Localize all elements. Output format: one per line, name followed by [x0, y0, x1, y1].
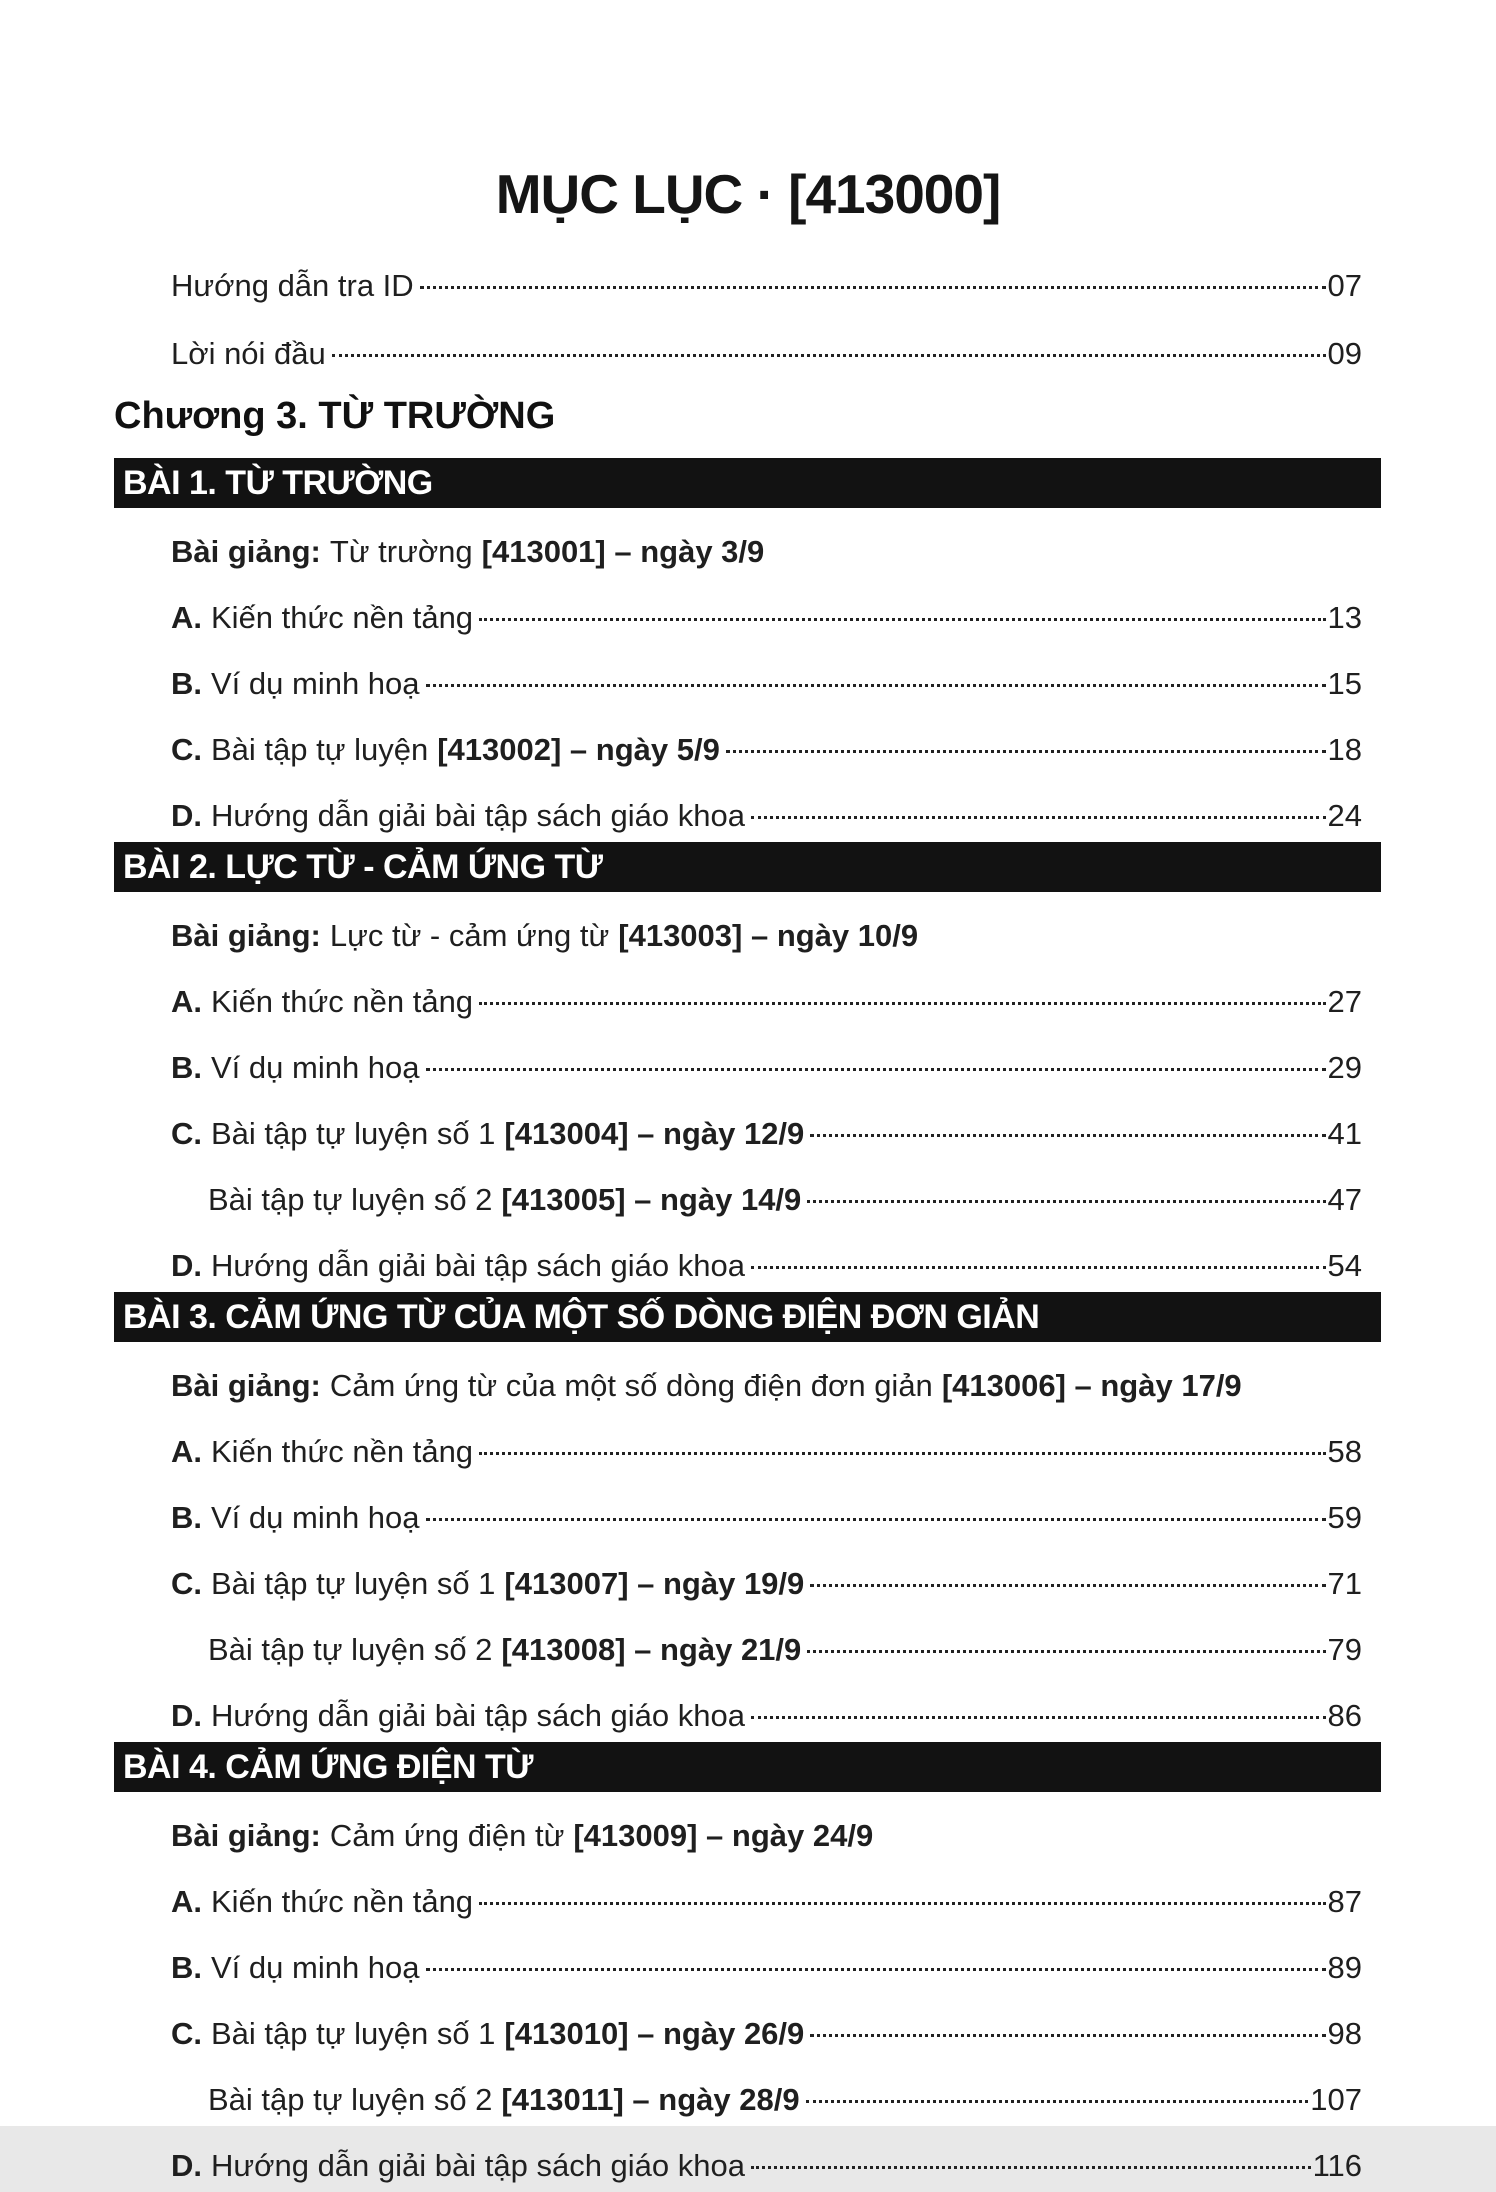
- page-number: 47: [1327, 1181, 1362, 1217]
- lecture-row: [114, 512, 1362, 578]
- entry-id-date: [413002] – ngày 5/9: [437, 731, 720, 767]
- toc-entry-row-continuation: [114, 1610, 1362, 1676]
- entry-text: Bài tập tự luyện số 1: [211, 1115, 496, 1151]
- dot-leader: [479, 1452, 1325, 1455]
- entry-prefix: C.: [171, 731, 202, 767]
- dot-leader: [751, 816, 1326, 819]
- front-matter-row: [114, 244, 1362, 312]
- toc-entry-row: [114, 1028, 1362, 1094]
- entry-prefix: A.: [171, 1883, 202, 1919]
- toc-entry-row: [114, 1094, 1362, 1160]
- lecture-id-date: [413006] – ngày 17/9: [941, 1367, 1242, 1403]
- page-number: 41: [1327, 1115, 1362, 1151]
- page-number: 71: [1327, 1565, 1362, 1601]
- entry-text: Ví dụ minh hoạ: [211, 1949, 420, 1985]
- dot-leader: [751, 2166, 1311, 2169]
- toc-entry-row: [114, 1928, 1362, 1994]
- page-number: 18: [1327, 731, 1362, 767]
- entry-text: Hướng dẫn giải bài tập sách giáo khoa: [211, 1697, 745, 1733]
- dot-leader: [479, 1002, 1325, 1005]
- entry-prefix: B.: [171, 1949, 202, 1985]
- entry-text: Bài tập tự luyện số 2: [208, 1631, 493, 1667]
- dot-leader: [726, 750, 1326, 753]
- toc-entry-row: [114, 644, 1362, 710]
- entry-text: Bài tập tự luyện số 1: [211, 2015, 496, 2051]
- toc-entry-row: [114, 776, 1362, 842]
- lecture-name: Từ trường: [329, 533, 473, 569]
- dot-leader: [751, 1716, 1326, 1719]
- entry-prefix: C.: [171, 1565, 202, 1601]
- page-number: 59: [1327, 1499, 1362, 1535]
- front-matter-label: Lời nói đầu: [171, 335, 326, 371]
- dot-leader: [807, 1200, 1325, 1203]
- toc-entry-row: [114, 710, 1362, 776]
- page-number: 13: [1327, 599, 1362, 635]
- dot-leader: [420, 286, 1326, 289]
- page-title: MỤC LỤC · [413000]: [495, 163, 1001, 225]
- toc-entry-row: [114, 2126, 1362, 2192]
- toc-entry-row: [114, 1544, 1362, 1610]
- entry-prefix: B.: [171, 1499, 202, 1535]
- entry-prefix: B.: [171, 1049, 202, 1085]
- dot-leader: [807, 1650, 1325, 1653]
- page-number: 58: [1327, 1433, 1362, 1469]
- section-rows: [114, 1342, 1362, 1742]
- dot-leader: [810, 1584, 1325, 1587]
- dot-leader: [479, 618, 1325, 621]
- entry-id-date: [413004] – ngày 12/9: [504, 1115, 805, 1151]
- entry-text: Kiến thức nền tảng: [211, 599, 474, 635]
- entry-id-date: [413010] – ngày 26/9: [504, 2015, 805, 2051]
- entry-id-date: [413005] – ngày 14/9: [501, 1181, 802, 1217]
- toc-entry-row: [114, 1226, 1362, 1292]
- page-number: 29: [1327, 1049, 1362, 1085]
- lecture-label: Bài giảng:: [171, 1367, 321, 1403]
- entry-prefix: A.: [171, 983, 202, 1019]
- dot-leader: [426, 684, 1326, 687]
- toc-section: [114, 842, 1362, 1292]
- entry-text: Kiến thức nền tảng: [211, 983, 474, 1019]
- page-number: 107: [1310, 2081, 1362, 2117]
- entry-text: Hướng dẫn giải bài tập sách giáo khoa: [211, 1247, 745, 1283]
- page-number: 98: [1327, 2015, 1362, 2051]
- entry-text: Hướng dẫn giải bài tập sách giáo khoa: [211, 2147, 745, 2183]
- lecture-row: [114, 1346, 1362, 1412]
- entry-prefix: B.: [171, 665, 202, 701]
- entry-prefix: C.: [171, 1115, 202, 1151]
- entry-id-date: [413007] – ngày 19/9: [504, 1565, 805, 1601]
- lecture-label: Bài giảng:: [171, 917, 321, 953]
- chapter-heading: Chương 3. TỪ TRƯỜNG: [114, 395, 556, 437]
- lecture-name: Cảm ứng từ của một số dòng điện đơn giản: [329, 1367, 933, 1403]
- lecture-label: Bài giảng:: [171, 533, 321, 569]
- lecture-label: Bài giảng:: [171, 1817, 321, 1853]
- toc-entry-row: [114, 1478, 1362, 1544]
- section-rows: [114, 1792, 1362, 2192]
- section-bar: BÀI 1. TỪ TRƯỜNG: [114, 458, 1381, 508]
- lecture-id-date: [413003] – ngày 10/9: [618, 917, 919, 953]
- entry-text: Bài tập tự luyện số 2: [208, 2081, 493, 2117]
- lecture-name: Lực từ - cảm ứng từ: [329, 917, 610, 953]
- front-matter: [114, 244, 1362, 380]
- front-matter-row: [114, 312, 1362, 380]
- entry-text: Ví dụ minh hoạ: [211, 1499, 420, 1535]
- entry-id-date: [413008] – ngày 21/9: [501, 1631, 802, 1667]
- toc-entry-row: [114, 1994, 1362, 2060]
- toc-entry-row: [114, 962, 1362, 1028]
- lecture-row: [114, 1796, 1362, 1862]
- dot-leader: [810, 1134, 1325, 1137]
- entry-prefix: C.: [171, 2015, 202, 2051]
- entry-prefix: A.: [171, 1433, 202, 1469]
- entry-prefix: D.: [171, 1247, 202, 1283]
- toc-entry-row: [114, 1862, 1362, 1928]
- entry-text: Ví dụ minh hoạ: [211, 1049, 420, 1085]
- page-number: 07: [1327, 267, 1362, 303]
- toc-section: [114, 458, 1362, 842]
- page-number: 09: [1327, 335, 1362, 371]
- page-number: 89: [1327, 1949, 1362, 1985]
- entry-prefix: D.: [171, 797, 202, 833]
- page-number: 54: [1327, 1247, 1362, 1283]
- entry-text: Hướng dẫn giải bài tập sách giáo khoa: [211, 797, 745, 833]
- section-rows: [114, 508, 1362, 842]
- page-number: 15: [1327, 665, 1362, 701]
- lecture-id-date: [413009] – ngày 24/9: [573, 1817, 874, 1853]
- toc-entry-row: [114, 1412, 1362, 1478]
- entry-text: Ví dụ minh hoạ: [211, 665, 420, 701]
- section-bar: BÀI 3. CẢM ỨNG TỪ CỦA MỘT SỐ DÒNG ĐIỆN ĐƠN GIẢN: [114, 1292, 1381, 1342]
- dot-leader: [426, 1068, 1326, 1071]
- entry-prefix: D.: [171, 2147, 202, 2183]
- front-matter-label: Hướng dẫn tra ID: [171, 267, 414, 303]
- entry-text: Bài tập tự luyện: [211, 731, 429, 767]
- toc-section: [114, 1292, 1362, 1742]
- lecture-id-date: [413001] – ngày 3/9: [481, 533, 765, 569]
- toc-entry-row-continuation: [114, 2060, 1362, 2126]
- dot-leader: [479, 1902, 1325, 1905]
- page-number: 86: [1327, 1697, 1362, 1733]
- lecture-name: Cảm ứng điện từ: [329, 1817, 565, 1853]
- entry-text: Bài tập tự luyện số 2: [208, 1181, 493, 1217]
- page-number: 116: [1312, 2147, 1362, 2183]
- page-number: 27: [1327, 983, 1362, 1019]
- entry-text: Bài tập tự luyện số 1: [211, 1565, 496, 1601]
- section-bar: BÀI 4. CẢM ỨNG ĐIỆN TỪ: [114, 1742, 1381, 1792]
- dot-leader: [426, 1518, 1326, 1521]
- page-number: 79: [1327, 1631, 1362, 1667]
- entry-id-date: [413011] – ngày 28/9: [501, 2081, 800, 2117]
- dot-leader: [806, 2100, 1309, 2103]
- section-bar: BÀI 2. LỰC TỪ - CẢM ỨNG TỪ: [114, 842, 1381, 892]
- dot-leader: [751, 1266, 1326, 1269]
- page-number: 87: [1327, 1883, 1362, 1919]
- entry-text: Kiến thức nền tảng: [211, 1883, 474, 1919]
- entry-prefix: D.: [171, 1697, 202, 1733]
- lecture-row: [114, 896, 1362, 962]
- entry-text: Kiến thức nền tảng: [211, 1433, 474, 1469]
- toc-entry-row: [114, 578, 1362, 644]
- toc-entry-row: [114, 1676, 1362, 1742]
- toc-content: [114, 244, 1362, 2192]
- dot-leader: [332, 354, 1326, 357]
- toc-section: [114, 1742, 1362, 2192]
- dot-leader: [426, 1968, 1326, 1971]
- toc-entry-row-continuation: [114, 1160, 1362, 1226]
- page-number: 24: [1327, 797, 1362, 833]
- entry-prefix: A.: [171, 599, 202, 635]
- section-rows: [114, 892, 1362, 1292]
- dot-leader: [810, 2034, 1325, 2037]
